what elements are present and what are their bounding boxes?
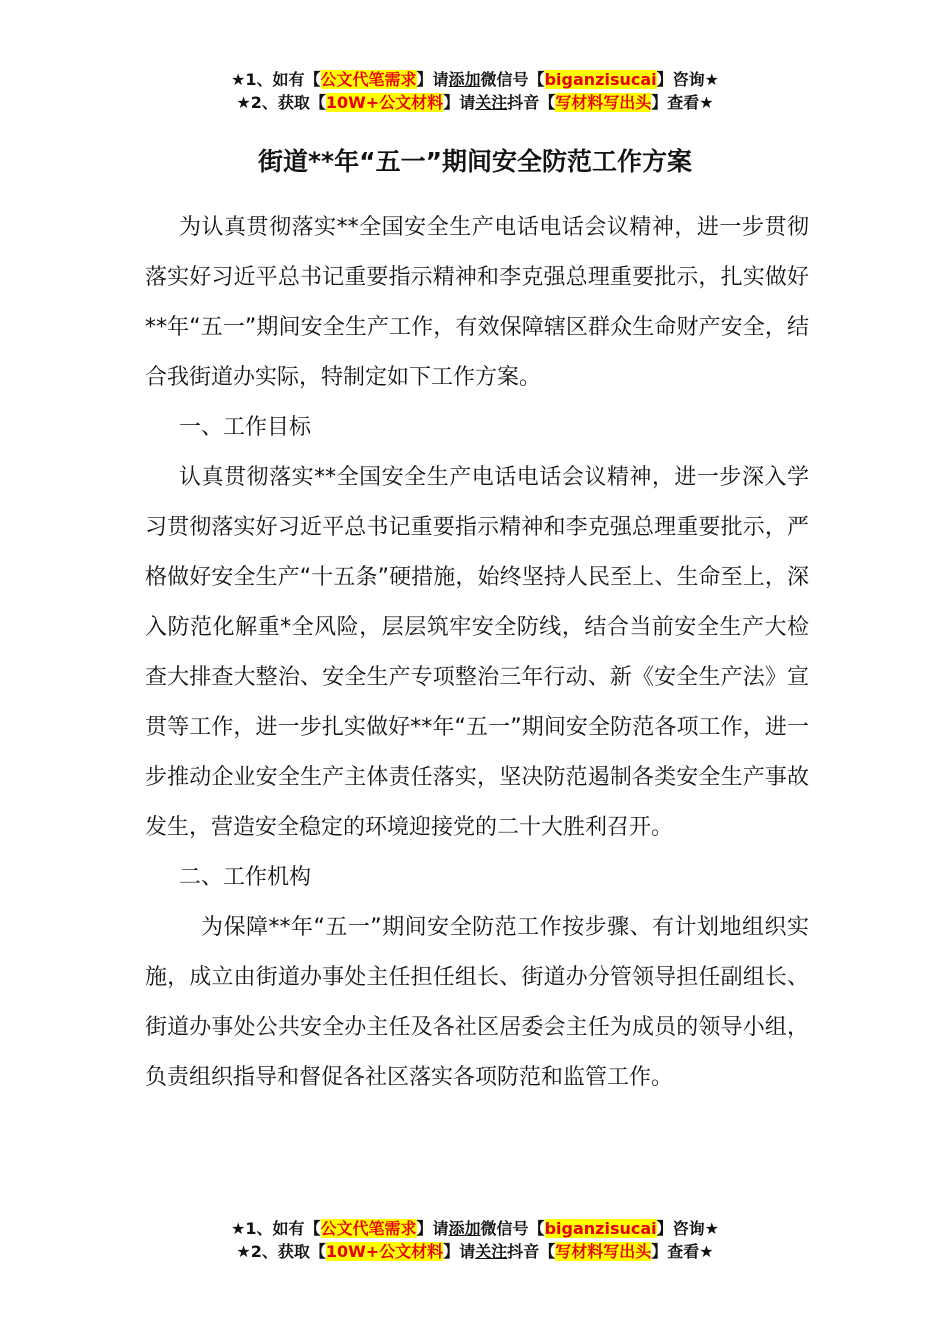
document-body	[145, 203, 809, 1103]
notice-line-2: ★2、获取【10W+公文材料】请关注抖音【写材料写出头】查看★	[236, 93, 714, 112]
wechat-id: biganzisucai	[544, 1219, 657, 1238]
section-2-paragraph: 为保障**年“五一”期间安全防范工作按步骤、有计划地组织实施，成立由街道办事处主任担任组长、街道办分管领导担任副组长、街道办事处公共安全办主任及各社区居委会主任为成员的领导小组，负责组织指导和督促各社区落实各项防范和监管工作。	[145, 915, 809, 1090]
intro-paragraph: 为认真贯彻落实**全国安全生产电话电话会议精神，进一步贯彻落实好习近平总书记重要指示精神和李克强总理重要批示，扎实做好**年“五一”期间安全生产工作，有效保障辖区群众生命财产安全，结合我街道办实际，特制定如下工作方案。	[145, 215, 809, 390]
wechat-id: biganzisucai	[544, 70, 657, 89]
highlight-service: 公文代笔需求	[320, 1219, 417, 1238]
notice-line-2: ★2、获取【10W+公文材料】请关注抖音【写材料写出头】查看★	[236, 1242, 714, 1261]
notice-line-1: ★1、如有【公文代笔需求】请添加微信号【biganzisucai】咨询★	[231, 70, 719, 89]
notice-line-1: ★1、如有【公文代笔需求】请添加微信号【biganzisucai】咨询★	[231, 1219, 719, 1238]
section-1-paragraph: 认真贯彻落实**全国安全生产电话电话会议精神，进一步深入学习贯彻落实好习近平总书记重要指示精神和李克强总理重要批示，严格做好安全生产“十五条”硬措施，始终坚持人民至上、生命至上，深入防范化解重*全风险，层层筑牢安全防线，结合当前安全生产大检查大排查大整治、安全生产专项整治三年行动、新《安全生产法》宣贯等工作，进一步扎实做好**年“五一”期间安全防范各项工作，进一步推动企业安全生产主体责任落实，坚决防范遏制各类安全生产事故发生，营造安全稳定的环境迎接党的二十大胜利召开。	[145, 465, 809, 840]
document-title: 街道**年“五一”期间安全防范工作方案	[257, 147, 692, 176]
section-2-heading: 二、工作机构	[179, 865, 312, 890]
douyin-account: 写材料写出头	[555, 93, 652, 112]
highlight-materials: 10W+公文材料	[325, 1242, 444, 1261]
douyin-account: 写材料写出头	[555, 1242, 652, 1261]
footer-notice	[0, 1217, 950, 1263]
highlight-materials: 10W+公文材料	[325, 93, 444, 112]
highlight-service: 公文代笔需求	[320, 70, 417, 89]
section-1-heading: 一、工作目标	[179, 415, 312, 440]
header-notice	[0, 68, 950, 114]
